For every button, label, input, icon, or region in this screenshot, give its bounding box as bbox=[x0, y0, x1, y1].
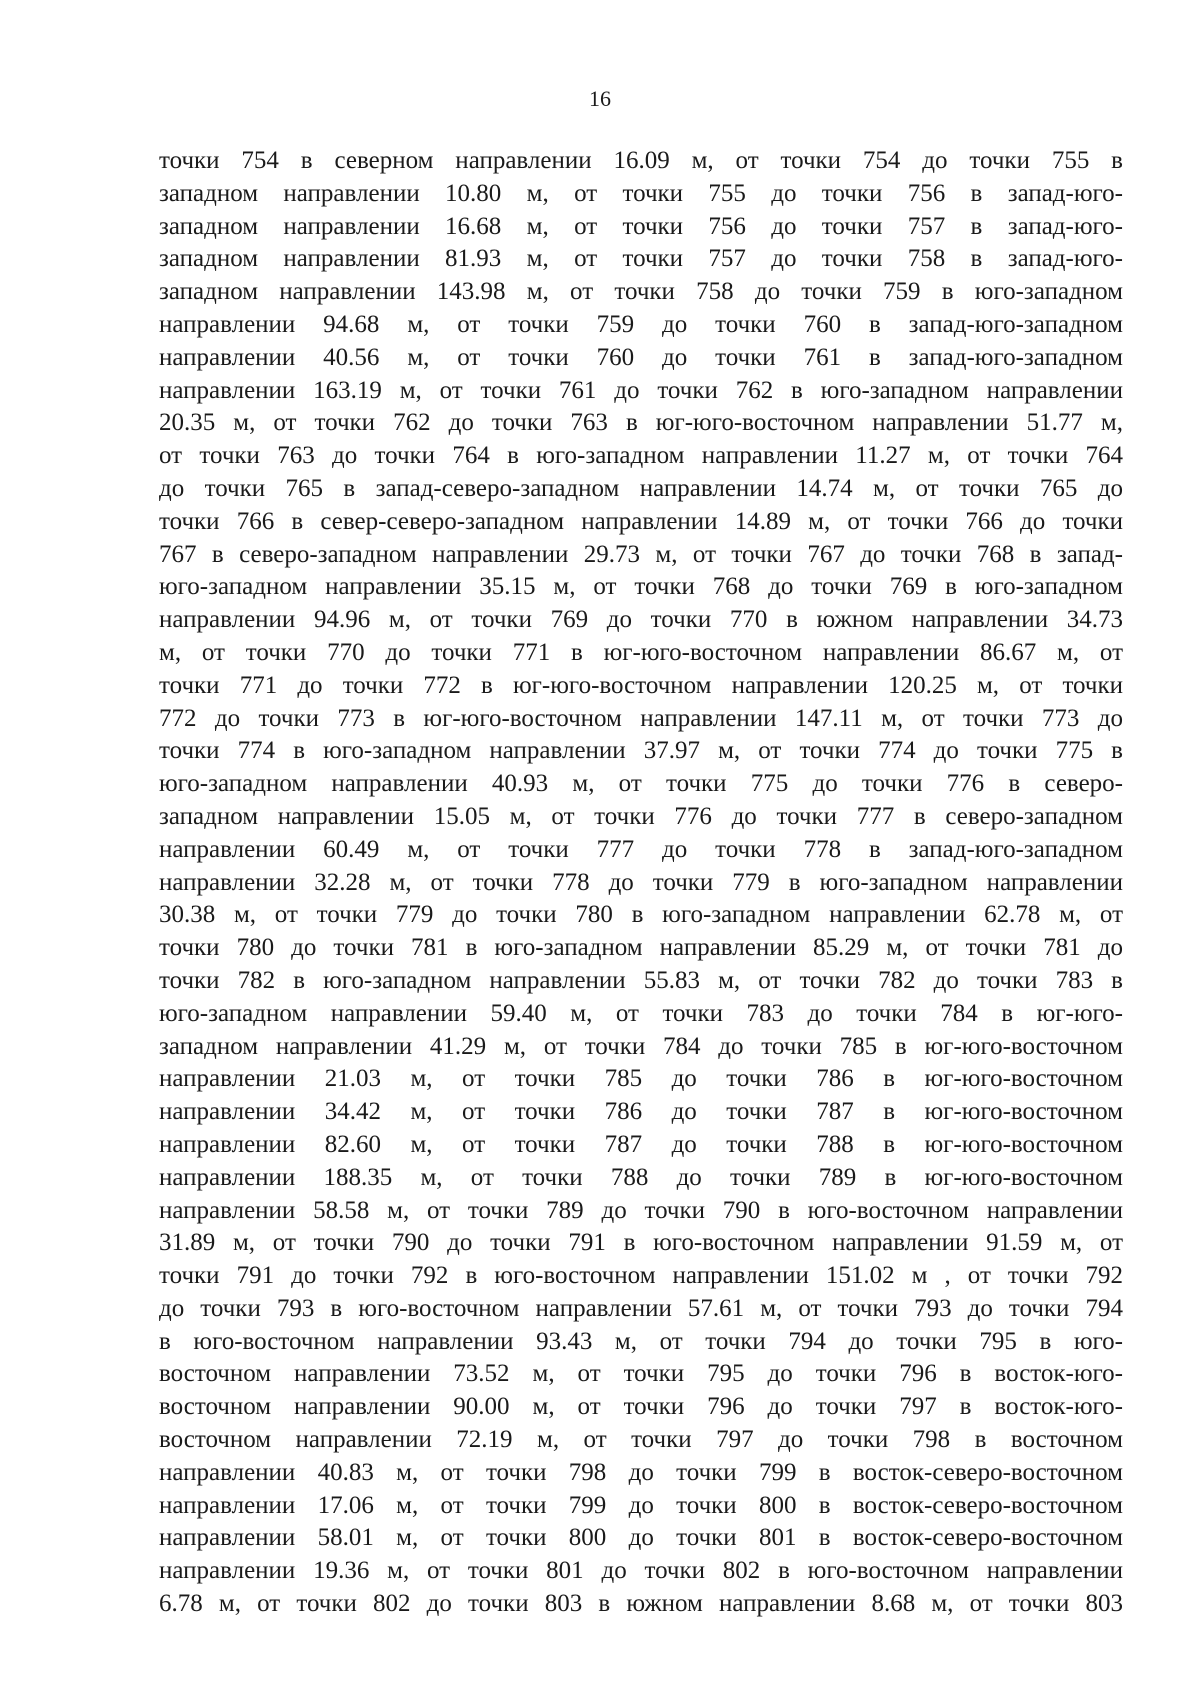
text-line: направлении 94.68 м, от точки 759 до точки 760 в запад-юго-западном bbox=[159, 310, 1123, 338]
text-line: западном направлении 81.93 м, от точки 757 до точки 758 в запад-юго- bbox=[159, 245, 1123, 273]
text-line: направлении 32.28 м, от точки 778 до точки 779 в юго-западном направлении bbox=[159, 868, 1123, 896]
text-line: восточном направлении 90.00 м, от точки 796 до точки 797 в восток-юго- bbox=[159, 1393, 1123, 1421]
text-line: западном направлении 10.80 м, от точки 755 до точки 756 в запад-юго- bbox=[159, 179, 1123, 207]
text-line: западном направлении 16.68 м, от точки 756 до точки 757 в запад-юго- bbox=[159, 212, 1123, 240]
page-number: 16 bbox=[589, 86, 611, 111]
text-line: направлении 58.58 м, от точки 789 до точки 790 в юго-восточном направлении bbox=[159, 1196, 1123, 1224]
text-line: юго-западном направлении 59.40 м, от точки 783 до точки 784 в юг-юго- bbox=[159, 999, 1123, 1027]
text-line: 767 в северо-западном направлении 29.73 м, от точки 767 до точки 768 в запад- bbox=[159, 540, 1123, 568]
text-line: точки 774 в юго-западном направлении 37.97 м, от точки 774 до точки 775 в bbox=[159, 737, 1123, 765]
text-line: 772 до точки 773 в юг-юго-восточном направлении 147.11 м, от точки 773 до bbox=[159, 704, 1123, 732]
text-line: западном направлении 15.05 м, от точки 776 до точки 777 в северо-западном bbox=[159, 802, 1123, 830]
text-line: направлении 163.19 м, от точки 761 до точки 762 в юго-западном направлении bbox=[159, 376, 1123, 404]
text-line: м, от точки 770 до точки 771 в юг-юго-восточном направлении 86.67 м, от bbox=[159, 638, 1123, 666]
text-line: точки 771 до точки 772 в юг-юго-восточном направлении 120.25 м, от точки bbox=[159, 671, 1123, 699]
document-body bbox=[159, 145, 1123, 1621]
text-line: точки 791 до точки 792 в юго-восточном направлении 151.02 м , от точки 792 bbox=[159, 1262, 1123, 1290]
text-line: направлении 58.01 м, от точки 800 до точки 801 в восток-северо-восточном bbox=[159, 1524, 1123, 1552]
text-line: точки 782 в юго-западном направлении 55.83 м, от точки 782 до точки 783 в bbox=[159, 966, 1123, 994]
text-line: в юго-восточном направлении 93.43 м, от точки 794 до точки 795 в юго- bbox=[159, 1327, 1123, 1355]
text-line: до точки 793 в юго-восточном направлении 57.61 м, от точки 793 до точки 794 bbox=[159, 1294, 1123, 1322]
text-line: направлении 94.96 м, от точки 769 до точки 770 в южном направлении 34.73 bbox=[159, 606, 1123, 634]
text-line: западном направлении 41.29 м, от точки 784 до точки 785 в юг-юго-восточном bbox=[159, 1032, 1123, 1060]
text-line: юго-западном направлении 40.93 м, от точки 775 до точки 776 в северо- bbox=[159, 770, 1123, 798]
text-line: направлении 34.42 м, от точки 786 до точки 787 в юг-юго-восточном bbox=[159, 1098, 1123, 1126]
text-line: направлении 40.56 м, от точки 760 до точки 761 в запад-юго-западном bbox=[159, 343, 1123, 371]
text-line: направлении 19.36 м, от точки 801 до точки 802 в юго-восточном направлении bbox=[159, 1557, 1123, 1585]
text-line: до точки 765 в запад-северо-западном направлении 14.74 м, от точки 765 до bbox=[159, 474, 1123, 502]
text-line: 31.89 м, от точки 790 до точки 791 в юго-восточном направлении 91.59 м, от bbox=[159, 1229, 1123, 1257]
text-line: точки 780 до точки 781 в юго-западном направлении 85.29 м, от точки 781 до bbox=[159, 934, 1123, 962]
text-line: направлении 21.03 м, от точки 785 до точки 786 в юг-юго-восточном bbox=[159, 1065, 1123, 1093]
text-line: восточном направлении 73.52 м, от точки 795 до точки 796 в восток-юго- bbox=[159, 1360, 1123, 1388]
text-line: восточном направлении 72.19 м, от точки 797 до точки 798 в восточном bbox=[159, 1426, 1123, 1454]
text-line: направлении 188.35 м, от точки 788 до точки 789 в юг-юго-восточном bbox=[159, 1163, 1123, 1191]
text-line: 20.35 м, от точки 762 до точки 763 в юг-юго-восточном направлении 51.77 м, bbox=[159, 409, 1123, 437]
text-line: направлении 82.60 м, от точки 787 до точки 788 в юг-юго-восточном bbox=[159, 1130, 1123, 1158]
text-line: направлении 60.49 м, от точки 777 до точки 778 в запад-юго-западном bbox=[159, 835, 1123, 863]
text-line: точки 766 в север-северо-западном направлении 14.89 м, от точки 766 до точки bbox=[159, 507, 1123, 535]
text-line: 6.78 м, от точки 802 до точки 803 в южном направлении 8.68 м, от точки 803 bbox=[159, 1590, 1123, 1618]
text-line: точки 754 в северном направлении 16.09 м, от точки 754 до точки 755 в bbox=[159, 147, 1123, 174]
text-line: юго-западном направлении 35.15 м, от точки 768 до точки 769 в юго-западном bbox=[159, 573, 1123, 601]
text-line: 30.38 м, от точки 779 до точки 780 в юго-западном направлении 62.78 м, от bbox=[159, 901, 1123, 929]
text-line: западном направлении 143.98 м, от точки 758 до точки 759 в юго-западном bbox=[159, 278, 1123, 306]
text-line: направлении 40.83 м, от точки 798 до точки 799 в восток-северо-восточном bbox=[159, 1458, 1123, 1486]
text-line: от точки 763 до точки 764 в юго-западном направлении 11.27 м, от точки 764 bbox=[159, 442, 1123, 470]
text-line: направлении 17.06 м, от точки 799 до точки 800 в восток-северо-восточном bbox=[159, 1491, 1123, 1519]
